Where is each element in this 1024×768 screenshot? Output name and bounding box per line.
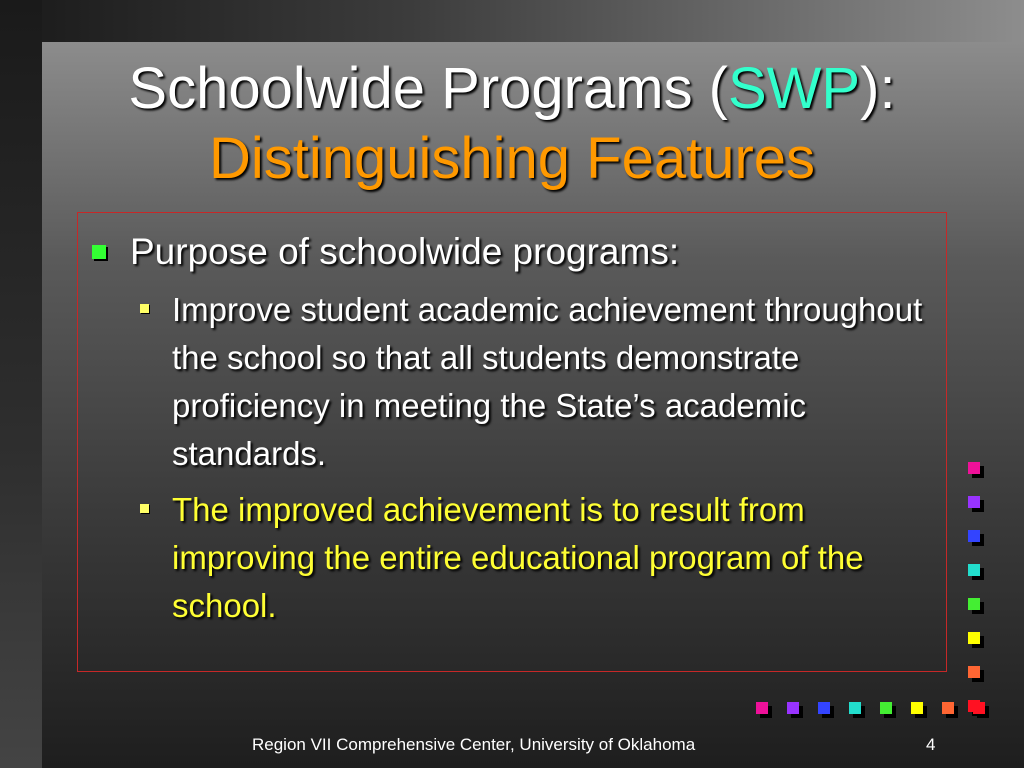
decorative-square [818, 702, 830, 714]
square-bullet-icon [92, 245, 106, 259]
decorative-square [968, 598, 980, 610]
decorative-square [968, 496, 980, 508]
page-number: 4 [926, 735, 936, 754]
decorative-square [968, 462, 980, 474]
small-square-bullet-icon [140, 304, 149, 313]
title-accent: SWP [728, 56, 861, 121]
decorative-square [942, 702, 954, 714]
decorative-square [968, 666, 980, 678]
title-prefix: Schoolwide Programs ( [128, 56, 728, 121]
small-square-bullet-icon [140, 504, 149, 513]
decorative-square [911, 702, 923, 714]
slide-frame-top [0, 0, 1024, 42]
slide-frame-left [0, 0, 42, 768]
decorative-square [968, 530, 980, 542]
decorative-square [968, 564, 980, 576]
decorative-square [973, 702, 985, 714]
slide-title [42, 54, 982, 194]
sub-bullet-text-highlighted: The improved achievement is to result from improving the entire educational program of the school. [172, 491, 864, 624]
footer-text: Region VII Comprehensive Center, University of Oklahoma [252, 735, 696, 754]
decorative-square [880, 702, 892, 714]
decorative-square [849, 702, 861, 714]
title-suffix: ): [860, 56, 896, 121]
decorative-square [787, 702, 799, 714]
decorative-square [968, 632, 980, 644]
sub-bullet-text: Improve student academic achievement throughout the school so that all students demonstrate proficiency in meeting the State’s academic standards. [172, 291, 923, 472]
bullet-text: Purpose of schoolwide programs: [130, 231, 680, 272]
slide-subtitle: Distinguishing Features [208, 126, 816, 191]
decorative-square [756, 702, 768, 714]
